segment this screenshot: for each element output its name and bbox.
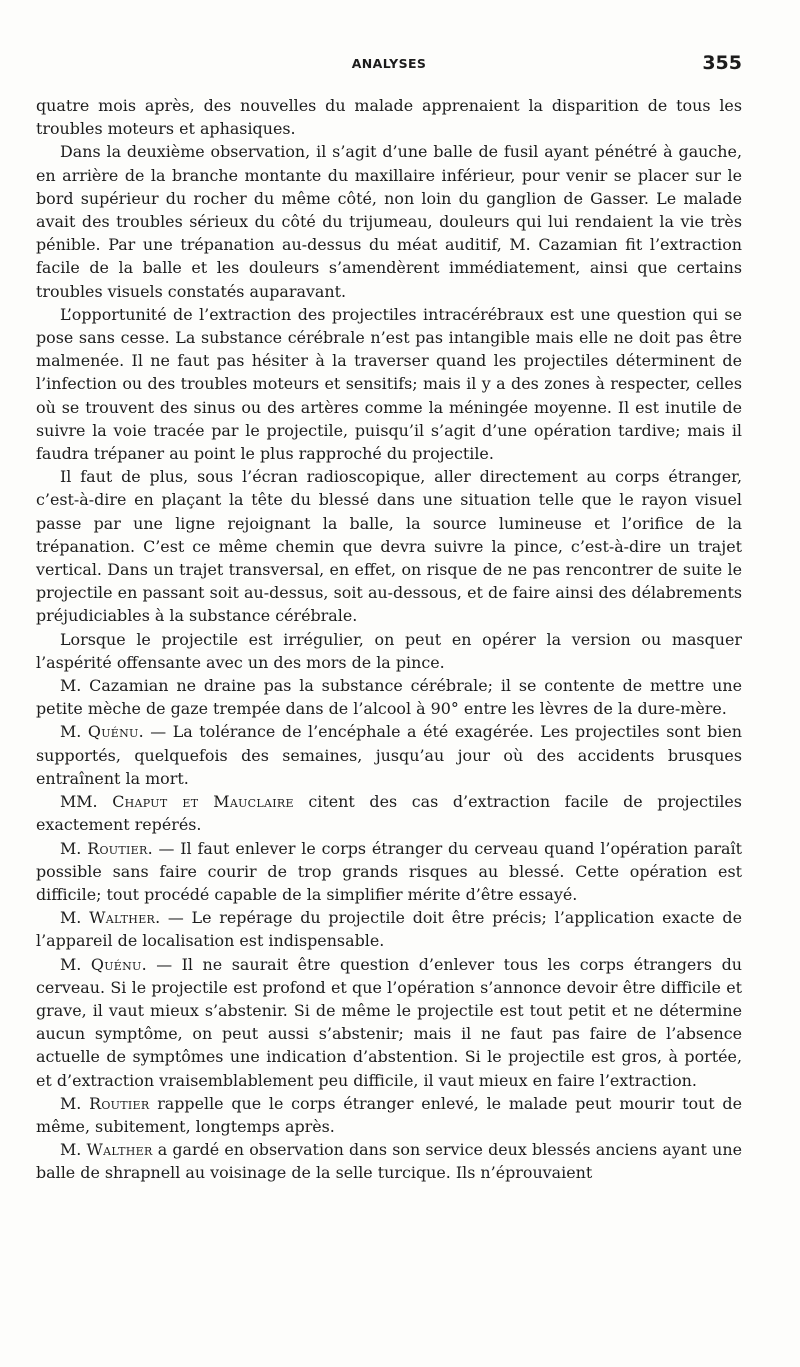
speaker-name: Walther <box>86 1140 153 1160</box>
speaker-paragraph: M. Quénu. — Il ne saurait être question d’enlever tous les corps étrangers du cerveau. Si le projectile est profond et que l’opération s’annonce devoir être difficile et grave, il vaut mieux s’abstenir. Si de même le projectile est tout petit et ne détermine aucun symptôme, on peut aussi s’abstenir; mais il ne faut pas faire de l’absence actuelle de symptômes une indication d’abstention. Si le projectile est gros, à portée, et d’extraction vraisemblablement peu difficile, il vaut mieux en faire l’extraction. <box>36 954 742 1090</box>
speaker-name: Chaput et Mauclaire <box>112 792 294 812</box>
speaker-name: Routier <box>89 1093 150 1113</box>
page-header <box>36 52 742 78</box>
speaker-paragraph: M. Routier rappelle que le corps étranger enlevé, le malade peut mourir tout de même, subitement, longtemps après. <box>36 1093 742 1136</box>
speaker-paragraph: M. Walther. — Le repérage du projectile doit être précis; l’application exacte de l’appareil de localisation est indispensable. <box>36 908 742 951</box>
body-text <box>36 94 742 1185</box>
speaker-paragraph: M. Walther a gardé en observation dans son service deux blessés anciens ayant une balle de shrapnell au voisinage de la selle turcique. Ils n’éprouvaient <box>36 1140 743 1183</box>
running-title: ANALYSES <box>351 56 427 71</box>
paragraph: Il faut de plus, sous l’écran radioscopique, aller directement au corps étranger, c’est-à-dire en plaçant la tête du blessé dans une situation telle que le rayon visuel passe par une ligne rejoignant la balle, la source lumineuse et l’orifice de la trépanation. C’est ce même chemin que devra suivre la pince, c’est-à-dire un trajet vertical. Dans un trajet transversal, en effet, on risque de ne pas rencontrer de suite le projectile en passant soit au-dessus, soit au-dessous, et de faire ainsi des délabrements préjudiciables à la substance cérébrale. <box>36 467 742 626</box>
speaker-name: Quénu <box>87 722 139 742</box>
speaker-name: Walther <box>89 908 156 928</box>
speaker-paragraph: M. Quénu. — La tolérance de l’encéphale a été exagérée. Les projectiles sont bien supportés, quelquefois des semaines, jusqu’au jour où des accidents brusques entraînent la mort. <box>36 722 742 788</box>
paragraph: L’opportunité de l’extraction des projectiles intracérébraux est une question qui se pose sans cesse. La substance cérébrale n’est pas intangible mais elle ne doit pas être malmenée. Il ne faut pas hésiter à la traverser quand les projectiles déterminent de l’infection ou des troubles moteurs et sensitifs; mais il y a des zones à respecter, celles où se trouvent des sinus ou des artères comme la méningée moyenne. Il est inutile de suivre la voie tracée par le projectile, puisqu’il s’agit d’une opération tardive; mais il faudra trépaner au point le plus rapproché du projectile. <box>36 304 742 464</box>
paragraph: Dans la deuxième observation, il s’agit d’une balle de fusil ayant pénétré à gauche, en arrière de la branche montante du maxillaire inférieur, pour venir se placer sur le bord supérieur du rocher du même côté, non loin du ganglion de Gasser. Le malade avait des troubles sérieux du côté du trijumeau, douleurs qui lui rendaient la vie très pénible. Par une trépanation au-dessus du méat auditif, M. Cazamian fit l’extraction facile de la balle et les douleurs s’amendèrent immédiatement, ainsi que certains troubles visuels constatés auparavant. <box>36 142 742 301</box>
speaker-paragraph: M. Routier. — Il faut enlever le corps étranger du cerveau quand l’opération paraît possible sans faire courir de trop grands risques au blessé. Cette opération est difficile; tout procédé capable de la simplifier mérite d’être essayé. <box>36 838 743 904</box>
speaker-paragraph: MM. Chaput et Mauclaire citent des cas d’extraction facile de projectiles exactement repérés. <box>36 792 742 835</box>
paragraph: Lorsque le projectile est irrégulier, on peut en opérer la version ou masquer l’aspérité offensante avec un des mors de la pince. <box>36 629 742 672</box>
page-number: 355 <box>702 52 742 74</box>
paragraph: M. Cazamian ne draine pas la substance cérébrale; il se contente de mettre une petite mèche de gaze trempée dans de l’alcool à 90° entre les lèvres de la dure-mère. <box>36 676 742 719</box>
paragraph-continuation: quatre mois après, des nouvelles du malade apprenaient la disparition de tous les troubles moteurs et aphasiques. <box>36 96 742 139</box>
speaker-name: Routier <box>87 838 148 858</box>
speaker-name: Quénu <box>90 954 142 974</box>
